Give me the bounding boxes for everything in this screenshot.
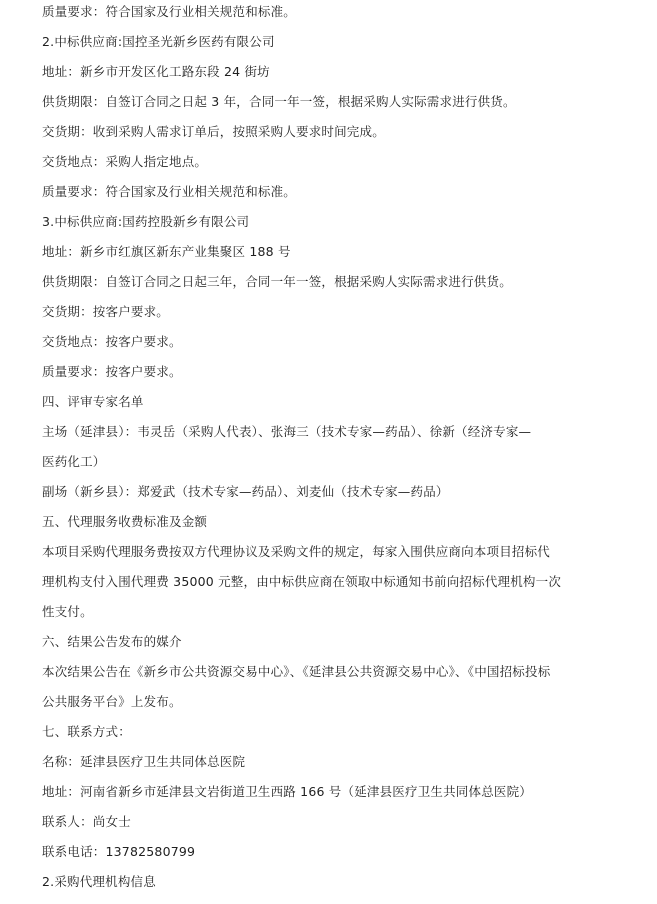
contact-address: 地址：河南省新乡市延津县文岩街道卫生西路 166 号（延津县医疗卫生共同体总医院）	[42, 784, 533, 799]
supplier-2-quality-requirement: 质量要求：符合国家及行业相关规范和标准。	[42, 184, 297, 199]
winning-supplier-3-heading: 3.中标供应商:国药控股新乡有限公司	[42, 214, 250, 229]
media-paragraph-line-1: 本次结果公告在《新乡市公共资源交易中心》、《延津县公共资源交易中心》、《中国招标投标	[42, 664, 551, 679]
supplier-2-delivery-time: 交货期：收到采购人需求订单后，按照采购人要求时间完成。	[42, 124, 385, 139]
supplier-3-supply-period: 供货期限：自签订合同之日起三年，合同一年一签，根据采购人实际需求进行供货。	[42, 274, 512, 289]
contact-name: 名称：延津县医疗卫生共同体总医院	[42, 754, 246, 769]
supplier-2-supply-period: 供货期限：自签订合同之日起 3 年，合同一年一签，根据采购人实际需求进行供货。	[42, 94, 516, 109]
sub-venue-experts: 副场（新乡县）：郑爱武（技术专家—药品）、刘麦仙（技术专家—药品）	[42, 484, 449, 499]
quality-requirement-1: 质量要求：符合国家及行业相关规范和标准。	[42, 4, 297, 19]
agency-fee-paragraph-line-3: 性支付。	[42, 604, 93, 619]
main-venue-experts-continued: 医药化工）	[42, 454, 106, 469]
contact-phone: 联系电话：13782580799	[42, 844, 196, 859]
supplier-2-address: 地址：新乡市开发区化工路东段 24 街坊	[42, 64, 270, 79]
main-venue-experts: 主场（延津县）：韦灵岳（采购人代表）、张海三（技术专家—药品）、徐新（经济专家—	[42, 424, 532, 439]
winning-supplier-2-heading: 2.中标供应商:国控圣光新乡医药有限公司	[42, 34, 275, 49]
section-6-heading: 六、结果公告发布的媒介	[42, 634, 182, 649]
supplier-2-delivery-location: 交货地点：采购人指定地点。	[42, 154, 208, 169]
agency-fee-paragraph-line-2: 理机构支付入围代理费 35000 元整，由中标供应商在领取中标通知书前向招标代理机构一次	[42, 574, 562, 589]
section-4-heading: 四、评审专家名单	[42, 394, 144, 409]
section-7-heading: 七、联系方式：	[42, 724, 131, 739]
supplier-3-delivery-location: 交货地点：按客户要求。	[42, 334, 182, 349]
supplier-3-delivery-time: 交货期：按客户要求。	[42, 304, 170, 319]
section-5-heading: 五、代理服务收费标准及金额	[42, 514, 208, 529]
supplier-3-address: 地址：新乡市红旗区新东产业集聚区 188 号	[42, 244, 291, 259]
supplier-3-quality-requirement: 质量要求：按客户要求。	[42, 364, 182, 379]
media-paragraph-line-2: 公共服务平台》上发布。	[42, 694, 182, 709]
agency-fee-paragraph-line-1: 本项目采购代理服务费按双方代理协议及采购文件的规定，每家入围供应商向本项目招标代	[42, 544, 551, 559]
agency-info-heading: 2.采购代理机构信息	[42, 874, 156, 889]
contact-person: 联系人：尚女士	[42, 814, 131, 829]
